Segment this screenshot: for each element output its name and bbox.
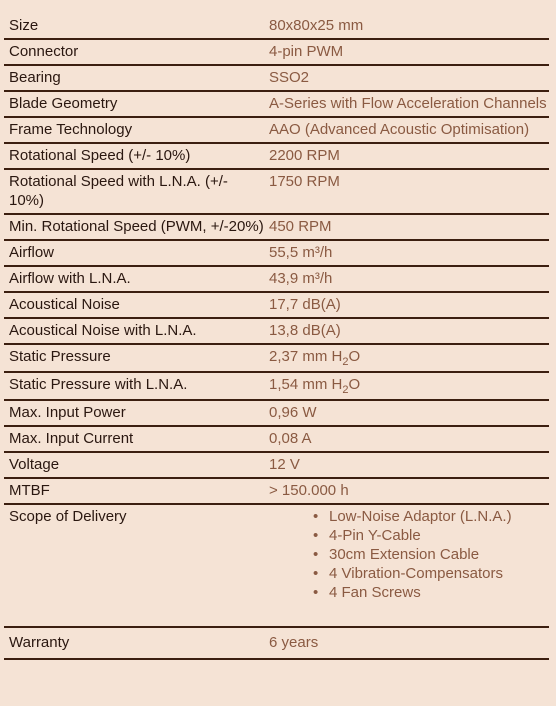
spec-table [4,14,549,660]
spec-value: 43,9 m³/h [264,266,549,292]
spec-row [4,478,549,504]
pressure-value: 1,54 mm H [269,376,343,393]
spec-value: A-Series with Flow Acceleration Channels [264,91,549,117]
spec-value: 13,8 dB(A) [264,318,549,344]
spec-row [4,400,549,426]
spec-label: Min. Rotational Speed (PWM, +/-20%) [4,214,264,240]
spec-value: 17,7 dB(A) [264,292,549,318]
spec-row [4,372,549,400]
delivery-list-cell [264,504,549,627]
spec-label: Airflow with L.N.A. [4,266,264,292]
spec-value: 6 years [264,627,549,659]
spec-label: MTBF [4,478,264,504]
spec-row [4,344,549,372]
spec-label: Max. Input Power [4,400,264,426]
spec-row [4,426,549,452]
spec-row [4,504,549,627]
spec-value [264,372,549,400]
spec-label: Scope of Delivery [4,504,264,627]
subscript: 2 [342,384,349,396]
spec-row [4,91,549,117]
list-item: • Low-Noise Adaptor (L.N.A.) [269,507,549,526]
spec-row [4,452,549,478]
spec-value: SSO2 [264,65,549,91]
spec-label: Static Pressure with L.N.A. [4,372,264,400]
spec-label: Airflow [4,240,264,266]
list-item: • 4 Fan Screws [269,583,549,602]
list-item: • 4-Pin Y-Cable [269,526,549,545]
spec-value: 450 RPM [264,214,549,240]
spec-label: Warranty [4,627,264,659]
spec-label: Acoustical Noise with L.N.A. [4,318,264,344]
spec-label: Blade Geometry [4,91,264,117]
spec-value: 4-pin PWM [264,39,549,65]
spec-row [4,318,549,344]
spec-value: 1750 RPM [264,169,549,214]
spec-row [4,266,549,292]
pressure-unit: O [348,376,361,393]
spec-label: Frame Technology [4,117,264,143]
spec-value: 0,08 A [264,426,549,452]
spec-label: Bearing [4,65,264,91]
pressure-value: 2,37 mm H [269,348,343,365]
spec-label: Max. Input Current [4,426,264,452]
spec-row [4,169,549,214]
spec-value [264,344,549,372]
spec-value: > 150.000 h [264,478,549,504]
subscript: 2 [342,356,349,368]
spec-row [4,14,549,39]
delivery-list [269,507,549,626]
spec-row [4,627,549,659]
spec-row [4,39,549,65]
spec-label: Rotational Speed with L.N.A. (+/- 10%) [4,169,264,214]
spec-label: Connector [4,39,264,65]
spec-row [4,292,549,318]
spec-value: 80x80x25 mm [264,14,549,39]
spec-value: 55,5 m³/h [264,240,549,266]
spec-label: Voltage [4,452,264,478]
spec-row [4,117,549,143]
spec-value: 12 V [264,452,549,478]
spec-value: AAO (Advanced Acoustic Optimisation) [264,117,549,143]
spec-label: Rotational Speed (+/- 10%) [4,143,264,169]
spec-label: Static Pressure [4,344,264,372]
pressure-unit: O [348,348,361,365]
spec-label: Size [4,14,264,39]
spec-value: 0,96 W [264,400,549,426]
spec-label: Acoustical Noise [4,292,264,318]
spec-row [4,65,549,91]
spec-row [4,214,549,240]
list-item: • 30cm Extension Cable [269,545,549,564]
spec-value: 2200 RPM [264,143,549,169]
spec-row [4,240,549,266]
spec-row [4,143,549,169]
list-item: • 4 Vibration-Compensators [269,564,549,583]
